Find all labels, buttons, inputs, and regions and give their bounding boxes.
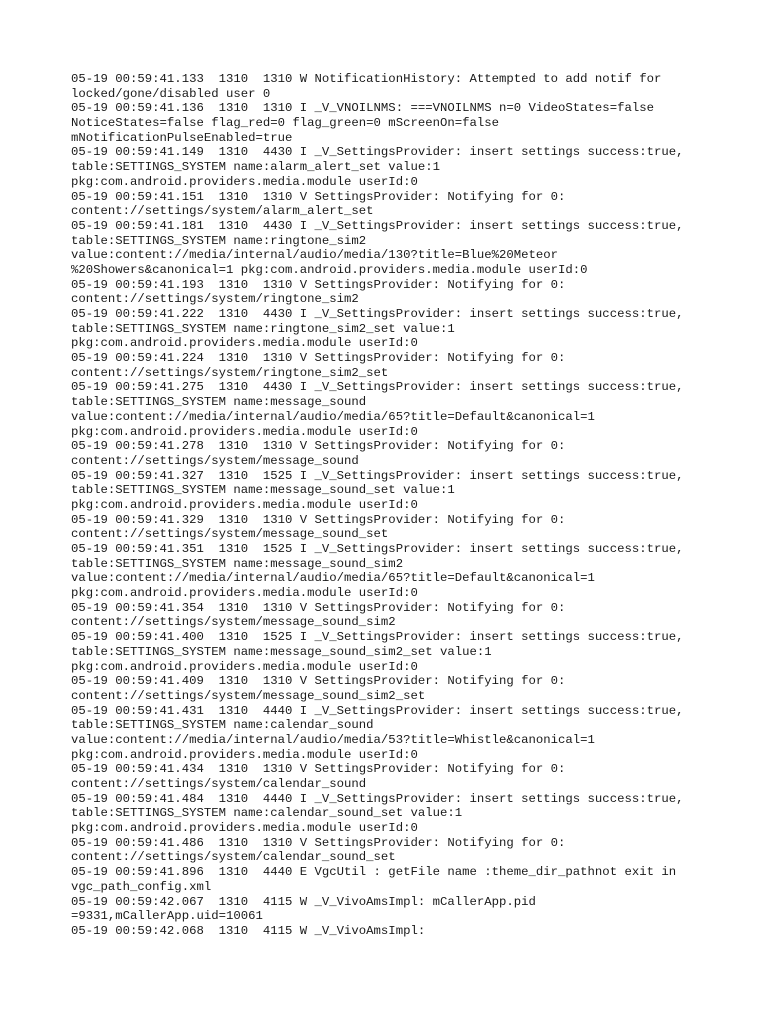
log-line: 05-19 00:59:41.431 1310 4440 I _V_SettingsProvider: insert settings success:true, <box>71 703 684 718</box>
log-line: 05-19 00:59:41.151 1310 1310 V SettingsProvider: Notifying for 0: <box>71 189 566 204</box>
log-line: table:SETTINGS_SYSTEM name:calendar_sound <box>71 718 374 733</box>
log-line: pkg:com.android.providers.media.module userId:0 <box>71 821 418 836</box>
log-line: 05-19 00:59:41.136 1310 1310 I _V_VNOILNMS: ===VNOILNMS n=0 VideoStates=false <box>71 101 654 116</box>
log-line: NoticeStates=false flag_red=0 flag_green=0 mScreenOn=false <box>71 116 500 131</box>
log-line: 05-19 00:59:41.351 1310 1525 I _V_SettingsProvider: insert settings success:true, <box>71 542 684 556</box>
log-line: content://settings/system/calendar_sound <box>71 777 367 791</box>
log-line: content://settings/system/message_sound_set <box>71 527 389 542</box>
log-line: pkg:com.android.providers.media.module userId:0 <box>71 747 418 762</box>
log-line: content://settings/system/message_sound_sim2_set <box>71 688 426 703</box>
log-line: 05-19 00:59:41.181 1310 4430 I _V_SettingsProvider: insert settings success:true, <box>71 218 684 233</box>
log-line: 05-19 00:59:41.327 1310 1525 I _V_SettingsProvider: insert settings success:true, <box>71 468 684 483</box>
log-line: table:SETTINGS_SYSTEM name:ringtone_sim2 <box>71 233 367 248</box>
log-line: 05-19 00:59:41.409 1310 1310 V SettingsProvider: Notifying for 0: <box>71 674 566 689</box>
log-line: content://settings/system/message_sound <box>71 453 359 468</box>
log-line: 05-19 00:59:41.484 1310 4440 I _V_SettingsProvider: insert settings success:true, <box>71 791 684 806</box>
log-line: =9331,mCallerApp.uid=10061 <box>71 909 263 924</box>
log-line: table:SETTINGS_SYSTEM name:alarm_alert_set value:1 <box>71 160 440 175</box>
log-line: pkg:com.android.providers.media.module userId:0 <box>71 497 418 512</box>
log-line: value:content://media/internal/audio/media/130?title=Blue%20Meteor <box>71 248 559 263</box>
log-line: %20Showers&canonical=1 pkg:com.android.providers.media.module userId:0 <box>71 262 588 277</box>
log-line: value:content://media/internal/audio/media/53?title=Whistle&canonical=1 <box>71 732 595 747</box>
log-line: content://settings/system/ringtone_sim2_set <box>71 365 389 380</box>
log-line: table:SETTINGS_SYSTEM name:calendar_sound_set value:1 <box>71 806 463 821</box>
log-line: content://settings/system/ringtone_sim2 <box>71 292 359 307</box>
log-line: locked/gone/disabled user 0 <box>71 86 271 101</box>
log-line: pkg:com.android.providers.media.module userId:0 <box>71 659 418 674</box>
log-line: pkg:com.android.providers.media.module userId:0 <box>71 336 418 351</box>
log-line: 05-19 00:59:41.278 1310 1310 V SettingsProvider: Notifying for 0: <box>71 439 566 454</box>
log-line: 05-19 00:59:41.275 1310 4430 I _V_SettingsProvider: insert settings success:true, <box>71 380 684 395</box>
log-line: content://settings/system/calendar_sound_set <box>71 850 396 865</box>
log-line: table:SETTINGS_SYSTEM name:message_sound_sim2 <box>71 556 404 571</box>
log-line: table:SETTINGS_SYSTEM name:message_sound_set value:1 <box>71 483 455 498</box>
log-line: 05-19 00:59:41.193 1310 1310 V SettingsProvider: Notifying for 0: <box>71 277 566 292</box>
log-line: 05-19 00:59:41.224 1310 1310 V SettingsProvider: Notifying for 0: <box>71 351 566 366</box>
log-line: table:SETTINGS_SYSTEM name:message_sound <box>71 395 367 410</box>
log-line: content://settings/system/message_sound_sim2 <box>71 615 396 630</box>
log-line: 05-19 00:59:41.149 1310 4430 I _V_SettingsProvider: insert settings success:true, <box>71 145 684 160</box>
log-line: vgc_path_config.xml <box>71 879 212 894</box>
log-line: pkg:com.android.providers.media.module userId:0 <box>71 586 418 601</box>
log-line: 05-19 00:59:41.329 1310 1310 V SettingsProvider: Notifying for 0: <box>71 512 566 527</box>
log-line: 05-19 00:59:41.400 1310 1525 I _V_SettingsProvider: insert settings success:true, <box>71 630 684 645</box>
log-line: value:content://media/internal/audio/media/65?title=Default&canonical=1 <box>71 571 595 586</box>
log-text-block <box>71 72 731 939</box>
log-line: 05-19 00:59:41.133 1310 1310 W NotificationHistory: Attempted to add notif for <box>71 72 662 86</box>
log-line: 05-19 00:59:41.354 1310 1310 V SettingsProvider: Notifying for 0: <box>71 600 566 615</box>
log-line: table:SETTINGS_SYSTEM name:ringtone_sim2_set value:1 <box>71 321 455 336</box>
log-line: pkg:com.android.providers.media.module userId:0 <box>71 174 418 189</box>
log-line: 05-19 00:59:41.222 1310 4430 I _V_SettingsProvider: insert settings success:true, <box>71 307 684 321</box>
log-line: 05-19 00:59:42.067 1310 4115 W _V_VivoAmsImpl: mCallerApp.pid <box>71 894 536 909</box>
log-line: value:content://media/internal/audio/media/65?title=Default&canonical=1 <box>71 409 595 424</box>
log-line: 05-19 00:59:41.896 1310 4440 E VgcUtil : getFile name :theme_dir_pathnot exit in <box>71 865 677 880</box>
log-line: pkg:com.android.providers.media.module userId:0 <box>71 424 418 439</box>
log-line: 05-19 00:59:42.068 1310 4115 W _V_VivoAmsImpl: <box>71 923 426 938</box>
log-line: table:SETTINGS_SYSTEM name:message_sound_sim2_set value:1 <box>71 644 492 659</box>
log-line: content://settings/system/alarm_alert_set <box>71 204 374 219</box>
log-line: 05-19 00:59:41.434 1310 1310 V SettingsProvider: Notifying for 0: <box>71 762 566 777</box>
log-line: mNotificationPulseEnabled=true <box>71 130 293 145</box>
log-line: 05-19 00:59:41.486 1310 1310 V SettingsProvider: Notifying for 0: <box>71 835 566 850</box>
